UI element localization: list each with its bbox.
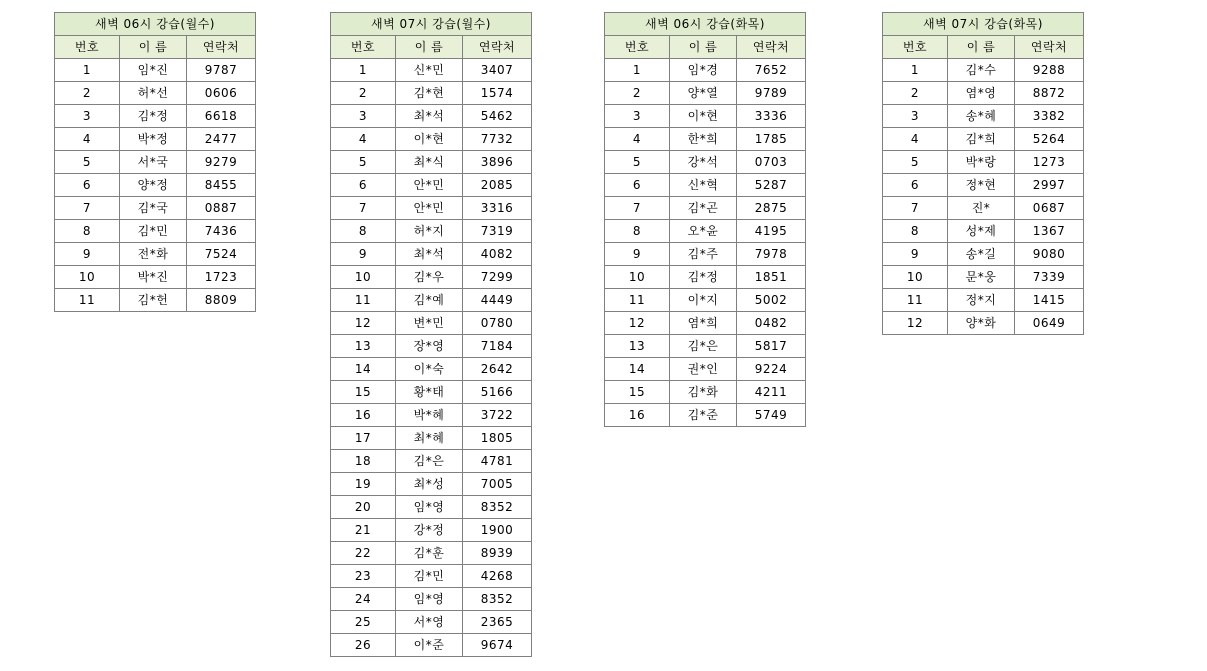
cell-phone: 5002 — [737, 289, 806, 312]
cell-number: 6 — [605, 174, 670, 197]
cell-name: 김*희 — [948, 128, 1015, 151]
cell-phone: 1785 — [737, 128, 806, 151]
table-row — [331, 634, 532, 657]
cell-number: 24 — [331, 588, 396, 611]
table-row — [883, 59, 1084, 82]
cell-phone: 5462 — [463, 105, 532, 128]
cell-number: 9 — [605, 243, 670, 266]
table-row — [605, 151, 806, 174]
cell-phone: 9789 — [737, 82, 806, 105]
cell-name: 허*선 — [120, 82, 187, 105]
cell-phone: 5749 — [737, 404, 806, 427]
table-row — [605, 289, 806, 312]
cell-phone: 7184 — [463, 335, 532, 358]
table-row — [55, 266, 256, 289]
table-row — [331, 174, 532, 197]
cell-phone: 9279 — [187, 151, 256, 174]
cell-phone: 6618 — [187, 105, 256, 128]
cell-phone: 3336 — [737, 105, 806, 128]
cell-number: 12 — [331, 312, 396, 335]
cell-phone: 1900 — [463, 519, 532, 542]
roster-table-body — [605, 13, 806, 427]
cell-number: 20 — [331, 496, 396, 519]
table-row — [605, 335, 806, 358]
cell-number: 7 — [331, 197, 396, 220]
cell-number: 4 — [883, 128, 948, 151]
cell-phone: 1805 — [463, 427, 532, 450]
table-row — [883, 151, 1084, 174]
cell-name: 김*훈 — [396, 542, 463, 565]
cell-name: 송*길 — [948, 243, 1015, 266]
table-row — [883, 289, 1084, 312]
table-row — [331, 404, 532, 427]
table-title: 새벽 06시 강습(월수) — [55, 13, 256, 36]
column-header-number: 번호 — [331, 36, 396, 59]
cell-phone: 7319 — [463, 220, 532, 243]
cell-name: 허*지 — [396, 220, 463, 243]
column-header-name: 이 름 — [120, 36, 187, 59]
cell-number: 21 — [331, 519, 396, 542]
roster-table-body — [331, 13, 532, 657]
roster-table-body — [55, 13, 256, 312]
cell-name: 임*경 — [670, 59, 737, 82]
cell-number: 1 — [331, 59, 396, 82]
cell-number: 15 — [331, 381, 396, 404]
cell-name: 한*희 — [670, 128, 737, 151]
cell-phone: 0606 — [187, 82, 256, 105]
cell-phone: 7005 — [463, 473, 532, 496]
table-row — [55, 105, 256, 128]
cell-name: 이*준 — [396, 634, 463, 657]
cell-number: 9 — [331, 243, 396, 266]
cell-phone: 0780 — [463, 312, 532, 335]
cell-number: 11 — [605, 289, 670, 312]
column-header-phone: 연락처 — [463, 36, 532, 59]
roster-table-block-1 — [330, 12, 532, 657]
cell-name: 강*정 — [396, 519, 463, 542]
table-row — [883, 220, 1084, 243]
cell-number: 4 — [55, 128, 120, 151]
cell-number: 7 — [55, 197, 120, 220]
cell-number: 5 — [605, 151, 670, 174]
cell-name: 이*지 — [670, 289, 737, 312]
cell-name: 오*윤 — [670, 220, 737, 243]
cell-phone: 0482 — [737, 312, 806, 335]
title-row — [605, 13, 806, 36]
cell-number: 15 — [605, 381, 670, 404]
table-row — [331, 151, 532, 174]
table-row — [331, 243, 532, 266]
table-row — [605, 174, 806, 197]
cell-name: 서*국 — [120, 151, 187, 174]
cell-phone: 5287 — [737, 174, 806, 197]
table-row — [55, 151, 256, 174]
cell-number: 10 — [883, 266, 948, 289]
column-header-name: 이 름 — [670, 36, 737, 59]
table-row — [55, 289, 256, 312]
table-row — [331, 220, 532, 243]
table-row — [605, 243, 806, 266]
cell-name: 이*현 — [396, 128, 463, 151]
cell-number: 16 — [331, 404, 396, 427]
cell-phone: 3407 — [463, 59, 532, 82]
cell-phone: 3316 — [463, 197, 532, 220]
table-row — [55, 220, 256, 243]
cell-name: 송*혜 — [948, 105, 1015, 128]
roster-table — [54, 12, 256, 312]
cell-number: 1 — [55, 59, 120, 82]
table-row — [331, 473, 532, 496]
cell-name: 장*영 — [396, 335, 463, 358]
roster-table — [330, 12, 532, 657]
cell-phone: 8809 — [187, 289, 256, 312]
cell-name: 이*숙 — [396, 358, 463, 381]
cell-phone: 2477 — [187, 128, 256, 151]
cell-name: 염*영 — [948, 82, 1015, 105]
table-row — [331, 611, 532, 634]
cell-name: 김*현 — [396, 82, 463, 105]
cell-phone: 0703 — [737, 151, 806, 174]
table-row — [605, 128, 806, 151]
column-header-phone: 연락처 — [1015, 36, 1084, 59]
cell-number: 1 — [605, 59, 670, 82]
table-row — [331, 128, 532, 151]
cell-phone: 5166 — [463, 381, 532, 404]
cell-name: 김*준 — [670, 404, 737, 427]
cell-number: 11 — [331, 289, 396, 312]
roster-table — [882, 12, 1084, 335]
cell-number: 3 — [605, 105, 670, 128]
cell-number: 16 — [605, 404, 670, 427]
cell-name: 권*인 — [670, 358, 737, 381]
cell-number: 17 — [331, 427, 396, 450]
table-row — [55, 243, 256, 266]
cell-name: 양*화 — [948, 312, 1015, 335]
cell-phone: 0649 — [1015, 312, 1084, 335]
table-row — [331, 82, 532, 105]
table-row — [331, 519, 532, 542]
cell-name: 신*민 — [396, 59, 463, 82]
cell-number: 2 — [883, 82, 948, 105]
table-row — [883, 197, 1084, 220]
cell-phone: 9224 — [737, 358, 806, 381]
cell-phone: 1415 — [1015, 289, 1084, 312]
table-row — [331, 105, 532, 128]
cell-name: 김*예 — [396, 289, 463, 312]
column-header-name: 이 름 — [396, 36, 463, 59]
cell-number: 5 — [883, 151, 948, 174]
cell-number: 9 — [55, 243, 120, 266]
cell-name: 김*민 — [396, 565, 463, 588]
table-row — [605, 266, 806, 289]
cell-number: 2 — [605, 82, 670, 105]
table-row — [55, 59, 256, 82]
table-row — [331, 427, 532, 450]
cell-phone: 1367 — [1015, 220, 1084, 243]
cell-phone: 9787 — [187, 59, 256, 82]
cell-number: 9 — [883, 243, 948, 266]
table-row — [605, 82, 806, 105]
cell-number: 11 — [883, 289, 948, 312]
cell-number: 7 — [883, 197, 948, 220]
cell-number: 6 — [331, 174, 396, 197]
cell-phone: 4195 — [737, 220, 806, 243]
cell-number: 13 — [605, 335, 670, 358]
table-row — [331, 289, 532, 312]
roster-table-body — [883, 13, 1084, 335]
cell-number: 5 — [55, 151, 120, 174]
roster-table — [604, 12, 806, 427]
cell-name: 김*주 — [670, 243, 737, 266]
cell-name: 서*영 — [396, 611, 463, 634]
table-row — [55, 197, 256, 220]
cell-name: 박*진 — [120, 266, 187, 289]
table-row — [331, 565, 532, 588]
column-header-name: 이 름 — [948, 36, 1015, 59]
cell-number: 10 — [331, 266, 396, 289]
cell-phone: 7978 — [737, 243, 806, 266]
cell-phone: 2875 — [737, 197, 806, 220]
cell-phone: 8352 — [463, 588, 532, 611]
roster-table-block-2 — [604, 12, 806, 427]
cell-number: 4 — [331, 128, 396, 151]
column-header-number: 번호 — [605, 36, 670, 59]
cell-number: 6 — [55, 174, 120, 197]
table-row — [331, 197, 532, 220]
cell-name: 최*석 — [396, 243, 463, 266]
cell-name: 최*식 — [396, 151, 463, 174]
table-row — [883, 105, 1084, 128]
cell-phone: 9674 — [463, 634, 532, 657]
cell-name: 안*민 — [396, 197, 463, 220]
cell-number: 6 — [883, 174, 948, 197]
cell-number: 3 — [331, 105, 396, 128]
cell-number: 8 — [883, 220, 948, 243]
cell-name: 문*웅 — [948, 266, 1015, 289]
cell-name: 김*국 — [120, 197, 187, 220]
cell-phone: 7339 — [1015, 266, 1084, 289]
cell-number: 14 — [605, 358, 670, 381]
cell-phone: 4082 — [463, 243, 532, 266]
cell-phone: 7299 — [463, 266, 532, 289]
table-row — [605, 358, 806, 381]
cell-phone: 0887 — [187, 197, 256, 220]
cell-name: 김*헌 — [120, 289, 187, 312]
cell-number: 18 — [331, 450, 396, 473]
cell-name: 신*혁 — [670, 174, 737, 197]
cell-number: 11 — [55, 289, 120, 312]
cell-number: 23 — [331, 565, 396, 588]
cell-phone: 0687 — [1015, 197, 1084, 220]
table-row — [605, 197, 806, 220]
cell-name: 김*화 — [670, 381, 737, 404]
header-row — [605, 36, 806, 59]
cell-number: 7 — [605, 197, 670, 220]
cell-number: 25 — [331, 611, 396, 634]
cell-name: 최*석 — [396, 105, 463, 128]
cell-number: 8 — [605, 220, 670, 243]
table-row — [55, 174, 256, 197]
cell-phone: 3382 — [1015, 105, 1084, 128]
table-row — [883, 82, 1084, 105]
table-row — [331, 312, 532, 335]
cell-number: 19 — [331, 473, 396, 496]
cell-name: 강*석 — [670, 151, 737, 174]
cell-number: 2 — [55, 82, 120, 105]
cell-name: 임*영 — [396, 588, 463, 611]
cell-name: 변*민 — [396, 312, 463, 335]
cell-number: 3 — [55, 105, 120, 128]
table-row — [331, 542, 532, 565]
cell-phone: 9288 — [1015, 59, 1084, 82]
cell-phone: 8352 — [463, 496, 532, 519]
cell-name: 김*정 — [120, 105, 187, 128]
table-row — [331, 381, 532, 404]
table-row — [883, 266, 1084, 289]
cell-phone: 7524 — [187, 243, 256, 266]
cell-name: 전*화 — [120, 243, 187, 266]
cell-number: 8 — [55, 220, 120, 243]
roster-table-block-3 — [882, 12, 1084, 335]
table-row — [55, 82, 256, 105]
cell-name: 김*수 — [948, 59, 1015, 82]
cell-number: 2 — [331, 82, 396, 105]
cell-name: 정*지 — [948, 289, 1015, 312]
column-header-phone: 연락처 — [737, 36, 806, 59]
cell-name: 최*혜 — [396, 427, 463, 450]
cell-phone: 3722 — [463, 404, 532, 427]
table-row — [605, 59, 806, 82]
cell-name: 김*민 — [120, 220, 187, 243]
cell-name: 진* — [948, 197, 1015, 220]
cell-phone: 1723 — [187, 266, 256, 289]
cell-name: 박*랑 — [948, 151, 1015, 174]
cell-name: 안*민 — [396, 174, 463, 197]
cell-name: 이*현 — [670, 105, 737, 128]
cell-phone: 8872 — [1015, 82, 1084, 105]
cell-number: 12 — [883, 312, 948, 335]
table-row — [331, 335, 532, 358]
table-row — [331, 588, 532, 611]
title-row — [331, 13, 532, 36]
cell-name: 염*희 — [670, 312, 737, 335]
cell-number: 10 — [605, 266, 670, 289]
cell-phone: 7652 — [737, 59, 806, 82]
cell-name: 김*은 — [670, 335, 737, 358]
cell-phone: 1851 — [737, 266, 806, 289]
table-row — [883, 243, 1084, 266]
cell-name: 김*우 — [396, 266, 463, 289]
cell-phone: 7436 — [187, 220, 256, 243]
cell-phone: 8455 — [187, 174, 256, 197]
cell-number: 8 — [331, 220, 396, 243]
cell-phone: 3896 — [463, 151, 532, 174]
cell-phone: 2642 — [463, 358, 532, 381]
cell-name: 김*곤 — [670, 197, 737, 220]
cell-number: 4 — [605, 128, 670, 151]
roster-table-block-0 — [54, 12, 256, 312]
cell-phone: 4211 — [737, 381, 806, 404]
cell-phone: 9080 — [1015, 243, 1084, 266]
cell-name: 정*현 — [948, 174, 1015, 197]
column-header-number: 번호 — [883, 36, 948, 59]
cell-number: 26 — [331, 634, 396, 657]
cell-phone: 4781 — [463, 450, 532, 473]
cell-name: 양*정 — [120, 174, 187, 197]
table-row — [883, 312, 1084, 335]
table-row — [55, 128, 256, 151]
cell-name: 양*열 — [670, 82, 737, 105]
table-row — [605, 312, 806, 335]
cell-number: 14 — [331, 358, 396, 381]
cell-name: 박*정 — [120, 128, 187, 151]
cell-name: 김*은 — [396, 450, 463, 473]
cell-number: 5 — [331, 151, 396, 174]
cell-name: 임*진 — [120, 59, 187, 82]
cell-name: 황*태 — [396, 381, 463, 404]
cell-name: 박*혜 — [396, 404, 463, 427]
cell-name: 김*정 — [670, 266, 737, 289]
table-row — [331, 496, 532, 519]
cell-number: 22 — [331, 542, 396, 565]
table-row — [605, 381, 806, 404]
cell-number: 10 — [55, 266, 120, 289]
table-title: 새벽 07시 강습(월수) — [331, 13, 532, 36]
table-row — [883, 128, 1084, 151]
cell-number: 12 — [605, 312, 670, 335]
title-row — [883, 13, 1084, 36]
title-row — [55, 13, 256, 36]
cell-phone: 4449 — [463, 289, 532, 312]
cell-phone: 2997 — [1015, 174, 1084, 197]
cell-phone: 1574 — [463, 82, 532, 105]
cell-phone: 5264 — [1015, 128, 1084, 151]
table-row — [605, 404, 806, 427]
cell-number: 3 — [883, 105, 948, 128]
table-title: 새벽 06시 강습(화목) — [605, 13, 806, 36]
table-row — [605, 220, 806, 243]
cell-phone: 5817 — [737, 335, 806, 358]
table-row — [331, 266, 532, 289]
cell-number: 1 — [883, 59, 948, 82]
cell-name: 성*제 — [948, 220, 1015, 243]
table-row — [331, 450, 532, 473]
cell-phone: 2085 — [463, 174, 532, 197]
cell-phone: 1273 — [1015, 151, 1084, 174]
header-row — [55, 36, 256, 59]
cell-phone: 7732 — [463, 128, 532, 151]
cell-phone: 4268 — [463, 565, 532, 588]
column-header-phone: 연락처 — [187, 36, 256, 59]
column-header-number: 번호 — [55, 36, 120, 59]
cell-name: 임*영 — [396, 496, 463, 519]
cell-phone: 2365 — [463, 611, 532, 634]
table-row — [331, 59, 532, 82]
cell-name: 최*성 — [396, 473, 463, 496]
cell-phone: 8939 — [463, 542, 532, 565]
table-row — [605, 105, 806, 128]
table-row — [331, 358, 532, 381]
cell-number: 13 — [331, 335, 396, 358]
header-row — [331, 36, 532, 59]
header-row — [883, 36, 1084, 59]
table-row — [883, 174, 1084, 197]
table-title: 새벽 07시 강습(화목) — [883, 13, 1084, 36]
